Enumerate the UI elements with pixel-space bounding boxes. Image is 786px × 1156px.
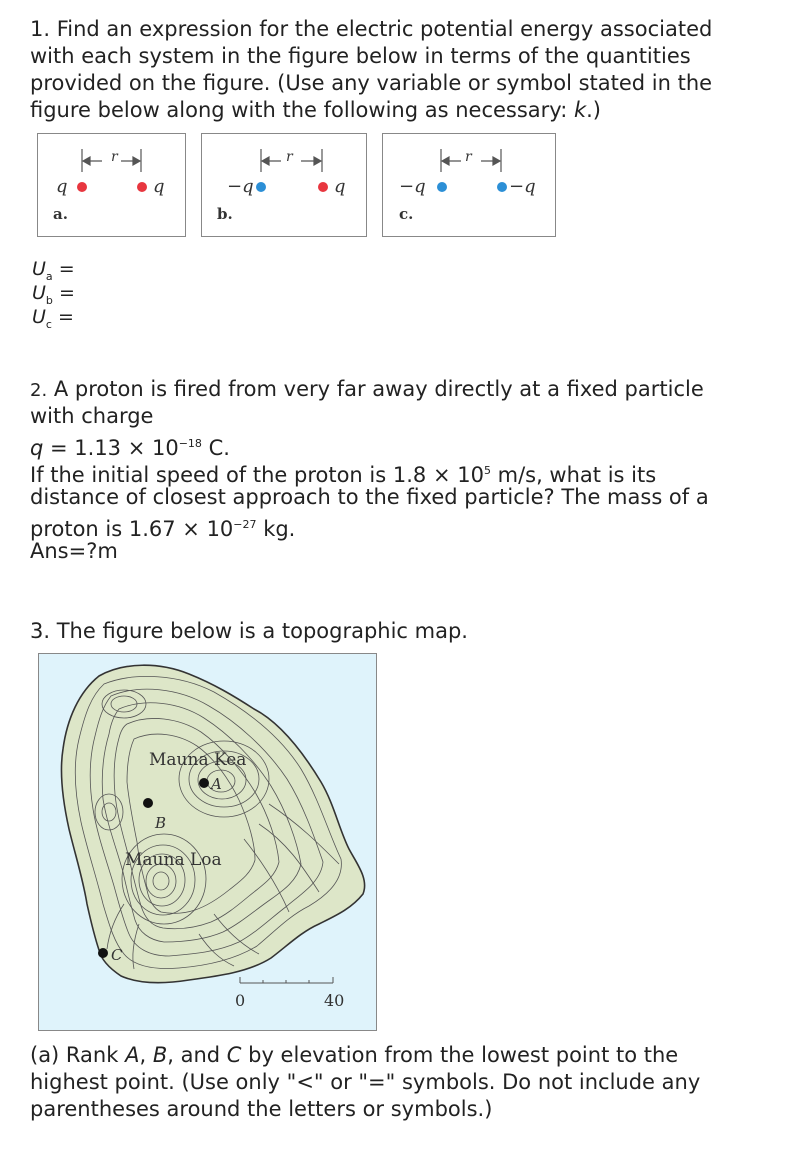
k-variable: k — [573, 98, 587, 122]
point-b-label: B — [155, 814, 167, 832]
q1-line-1: 1. Find an expression for the electric potential energy associated — [30, 17, 713, 41]
point-c-dot — [98, 948, 108, 958]
left-charge-label: q — [56, 176, 68, 197]
q2-line-4: If the initial speed of the proton is $1.8 \times 10^5$ m/s, what is its — [30, 463, 657, 487]
separation-label: r — [111, 149, 118, 165]
figure-a — [37, 133, 186, 237]
q3-title: 3. The figure below is a topographic map. — [30, 619, 468, 643]
answer-ua: $U_a$ = — [32, 258, 75, 283]
answer-uc: $U_c$ = — [32, 306, 74, 331]
charge-dot-left — [77, 182, 87, 192]
charge-dot-right — [137, 182, 147, 192]
q1-line-2: with each system in the figure below in terms of the quantities — [30, 44, 691, 68]
mauna-kea-label: Mauna Kea — [149, 750, 247, 770]
figure-c — [382, 133, 556, 237]
separation-label: r — [286, 149, 293, 165]
left-charge-label: −q — [227, 176, 254, 197]
right-charge-label: q — [334, 176, 346, 197]
topographic-map — [38, 653, 377, 1031]
q3a-line-2: highest point. (Use only "<" or "=" symbols. Do not include any — [30, 1070, 701, 1094]
q2-line-1: 2. A proton is fired from very far away directly at a fixed particle — [30, 377, 704, 401]
figure-label: b. — [217, 205, 233, 223]
q3a-line-1: (a) Rank A, B, and C by elevation from the lowest point to the — [30, 1043, 679, 1067]
q2-answer-prompt: Ans=?m — [30, 539, 118, 563]
charge-dot-right — [318, 182, 328, 192]
charge-dot-left — [256, 182, 266, 192]
point-a-label: A — [211, 775, 222, 793]
figure-b — [201, 133, 367, 237]
separation-label: r — [465, 149, 472, 165]
point-a-dot — [199, 778, 209, 788]
right-charge-label: q — [153, 176, 165, 197]
scale-end-label: 40 — [324, 991, 345, 1010]
map-drawing — [39, 654, 378, 1032]
figure-label: c. — [399, 205, 414, 223]
charge-dot-left — [437, 182, 447, 192]
q1-line-4: figure below along with the following as necessary: k.) — [30, 98, 601, 122]
q2-charge-line: $q = 1.13 \times 10^{-18}$ C. — [30, 436, 230, 460]
q2-line-6: proton is $1.67 \times 10^{-27}$ kg. — [30, 517, 296, 541]
charge-dot-right — [497, 182, 507, 192]
q3a-line-3: parentheses around the letters or symbols.) — [30, 1097, 493, 1121]
right-charge-label: −q — [509, 176, 536, 197]
mauna-loa-label: Mauna Loa — [125, 850, 222, 870]
figure-label: a. — [53, 205, 68, 223]
q2-line-2: with charge — [30, 404, 154, 428]
q2-line-5: distance of closest approach to the fixed particle? The mass of a — [30, 485, 709, 509]
answer-ub: $U_b$ = — [32, 282, 75, 307]
point-b-dot — [143, 798, 153, 808]
point-c-label: C — [111, 946, 123, 964]
scale-start-label: 0 — [235, 991, 246, 1010]
left-charge-label: −q — [399, 176, 426, 197]
q1-line-3: provided on the figure. (Use any variable or symbol stated in the — [30, 71, 713, 95]
